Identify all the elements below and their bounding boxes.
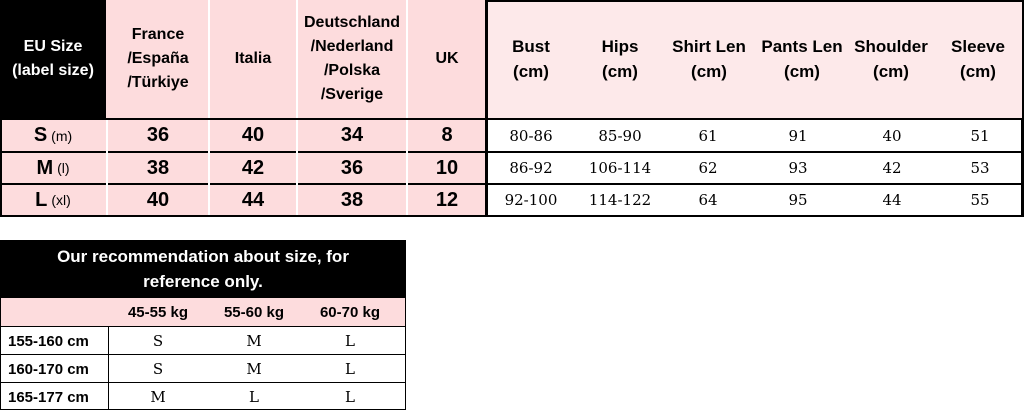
header-bust [500,0,562,118]
header-sleeve-label: Sleeve [951,37,1005,56]
cell-sleeve: 55 [970,191,990,209]
header-de-line1: Deutschland [303,14,400,31]
header-bust-unit: (cm) [513,62,549,81]
cell-shoulder: 44 [882,191,902,209]
cell-shirt-len: 62 [698,159,718,177]
size-letter: S [33,124,48,146]
cell-france: 38 [146,156,170,179]
weight-col-1: 45-55 kg [127,303,189,321]
cell-france: 36 [146,124,170,146]
header-de-line4: /Sverige [320,86,384,103]
header-shirt-len-unit: (cm) [691,62,727,81]
size-label: (m) [51,127,73,144]
rec-right-border [405,298,406,410]
cell-hips: 85-90 [598,126,642,145]
size-letter: M [36,156,54,179]
recommendation-table [0,240,408,412]
cell-shirt-len: 61 [698,126,718,145]
cell-pants-len: 91 [788,126,808,145]
rec-row-divider [0,326,406,327]
header-france-line3: /Türkiye [127,74,189,91]
eu-size-subtitle: (label size) [12,62,94,79]
header-de-line3: /Polska [323,62,381,79]
cell-bust: 86-92 [509,159,553,177]
header-shoulder-unit: (cm) [873,62,909,81]
header-bust-label: Bust [512,37,550,56]
header-pants-len [754,0,850,118]
header-france-line2: /España [127,50,189,67]
header-hips [588,0,652,118]
cell-shoulder: 42 [882,159,902,177]
weight-col-2: 55-60 kg [223,303,285,321]
header-shirt-len-label: Shirt Len [672,37,746,56]
header-deutschland [298,0,406,118]
header-shoulder-label: Shoulder [854,37,928,56]
recommendation-title-line1: Our recommendation about size, for [57,247,349,266]
header-france [108,0,208,118]
cell-italia: 42 [241,156,265,179]
cell-italia: 40 [241,124,265,146]
size-letter: L [35,188,48,211]
header-de-line2: /Nederland [310,38,394,55]
header-italia: Italia [234,50,272,67]
rec-cell: M [246,332,262,350]
cell-de: 38 [340,188,364,211]
rec-cell: S [152,332,164,350]
header-uk: UK [435,50,459,67]
cell-bust: 92-100 [504,191,558,209]
table-bottom-border [0,215,1024,217]
header-pants-len-label: Pants Len [761,37,843,56]
rec-cell: L [249,388,259,406]
size-label: (xl) [51,192,71,208]
rec-left-border [0,298,1,410]
cell-shirt-len: 64 [698,191,718,209]
rec-col-divider [108,326,109,410]
rec-cell: L [345,332,355,350]
cell-pants-len: 95 [788,191,808,209]
left-border [0,118,2,217]
recommendation-title [0,240,406,298]
cell-hips: 106-114 [588,159,652,177]
row-size-m [0,153,106,183]
row-size-s [0,120,106,151]
cell-de: 34 [340,124,364,146]
cell-shoulder: 40 [882,126,902,145]
rec-row-divider [0,382,406,383]
recommendation-title-line2: reference only. [143,272,263,291]
weight-col-3: 60-70 kg [319,303,381,321]
rec-cell: M [246,360,262,378]
cell-italia: 44 [241,188,265,211]
rec-cell: L [345,360,355,378]
header-sleeve [940,0,1016,118]
cell-france: 40 [146,188,170,211]
height-label: 160-170 cm [8,360,89,378]
row-size-l [0,185,106,215]
cell-pants-len: 93 [788,159,808,177]
cell-hips: 114-122 [588,191,652,209]
cell-sleeve: 51 [970,126,990,145]
header-hips-unit: (cm) [602,62,638,81]
header-france-line1: France [131,26,185,43]
cell-uk: 12 [435,188,459,211]
rec-cell: S [152,360,164,378]
cell-uk: 10 [435,156,459,179]
rec-cell: L [345,388,355,406]
rec-cell: M [150,388,166,406]
height-label: 155-160 cm [8,332,89,350]
header-hips-label: Hips [601,37,639,56]
row-divider [0,151,1024,153]
eu-size-header [0,0,106,118]
header-sleeve-unit: (cm) [960,62,996,81]
cell-bust: 80-86 [509,126,553,145]
row-divider [0,118,1024,120]
size-label: (l) [57,160,70,176]
section-divider [485,0,488,217]
cell-uk: 8 [441,124,453,146]
header-shirt-len [664,0,754,118]
rec-row-divider [0,354,406,355]
row-divider [0,183,1024,185]
height-label: 165-177 cm [8,388,89,406]
cell-de: 36 [340,156,364,179]
header-pants-len-unit: (cm) [784,62,820,81]
header-shoulder [848,0,934,118]
eu-size-title: EU Size [23,38,83,55]
cell-sleeve: 53 [970,159,990,177]
